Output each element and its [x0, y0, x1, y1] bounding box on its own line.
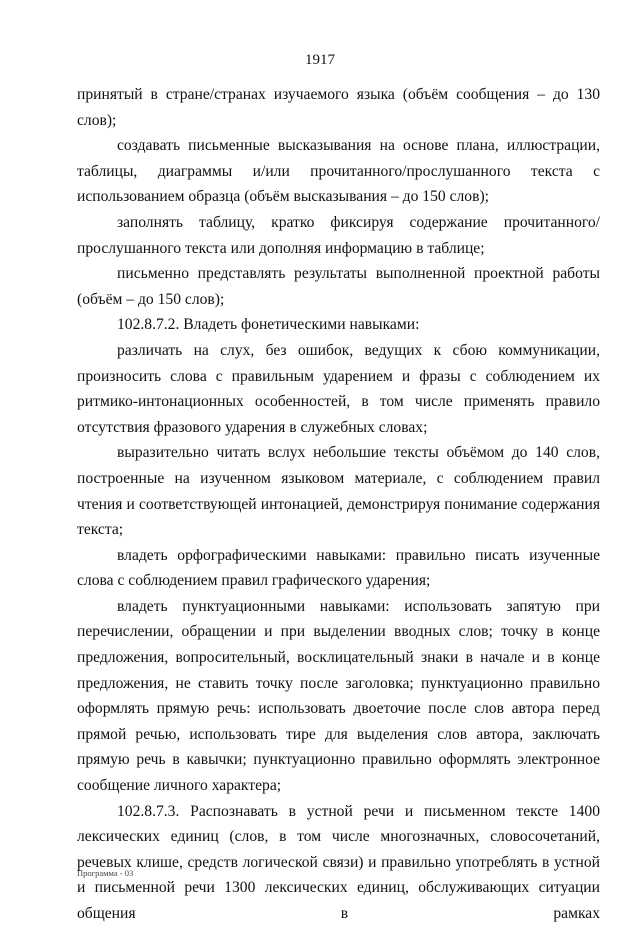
- paragraph: создавать письменные высказывания на основе плана, иллюстрации, таблицы, диаграммы и/или прочитанного/прослушанного текста с использованием образца (объём высказывания – до 150 слов);: [77, 137, 600, 206]
- paragraph: различать на слух, без ошибок, ведущих к сбою коммуникации, произносить слова с правильным ударением и фразы с соблюдением их ритмико-интонационных особенностей, в том числе применять правило отсутствия фразового ударения в служебных словах;: [77, 341, 600, 436]
- paragraph: владеть пунктуационными навыками: использовать запятую при перечислении, обращении и при выделении вводных слов; точку в конце предложения, вопросительный, восклицательный знаки в начале и в конце предложения, не ставить точку после заголовка; пунктуационно правильно оформлять прямую речь: использовать двоеточие после слов автора перед прямой речью, использовать тире для выделения слов автора, заключать прямую речь в кавычки; пунктуационно правильно оформлять электронное сообщение личного характера;: [77, 597, 600, 795]
- paragraph: владеть орфографическими навыками: правильно писать изученные слова с соблюдением правил графического ударения;: [77, 546, 600, 590]
- paragraph: выразительно читать вслух небольшие тексты объёмом до 140 слов, построенные на изученном языковом материале, с соблюдением правил чтения и соответствующей интонацией, демонстрируя понимание содержания текста;: [77, 444, 600, 539]
- paragraph: заполнять таблицу, кратко фиксируя содержание прочитанного/прослушанного текста или дополняя информацию в таблице;: [77, 213, 600, 257]
- section-heading: 102.8.7.2. Владеть фонетическими навыками:: [117, 316, 420, 334]
- paragraph: принятый в стране/странах изучаемого языка (объём сообщения – до 130 слов);: [77, 86, 600, 129]
- page-number: 1917: [305, 52, 335, 68]
- page-footer: Программа - 03: [77, 868, 134, 878]
- paragraph: письменно представлять результаты выполненной проектной работы (объём – до 150 слов);: [77, 265, 600, 308]
- document-body: [77, 82, 600, 927]
- paragraph: 102.8.7.3. Распознавать в устной речи и письменном тексте 1400 лексических единиц (слов, в том числе многозначных, словосочетаний, речевых клише, средств логической связи) и правильно употреблять в устной и письменной речи 1300 лексических единиц, обслуживающих ситуации общения в рамках: [77, 802, 600, 922]
